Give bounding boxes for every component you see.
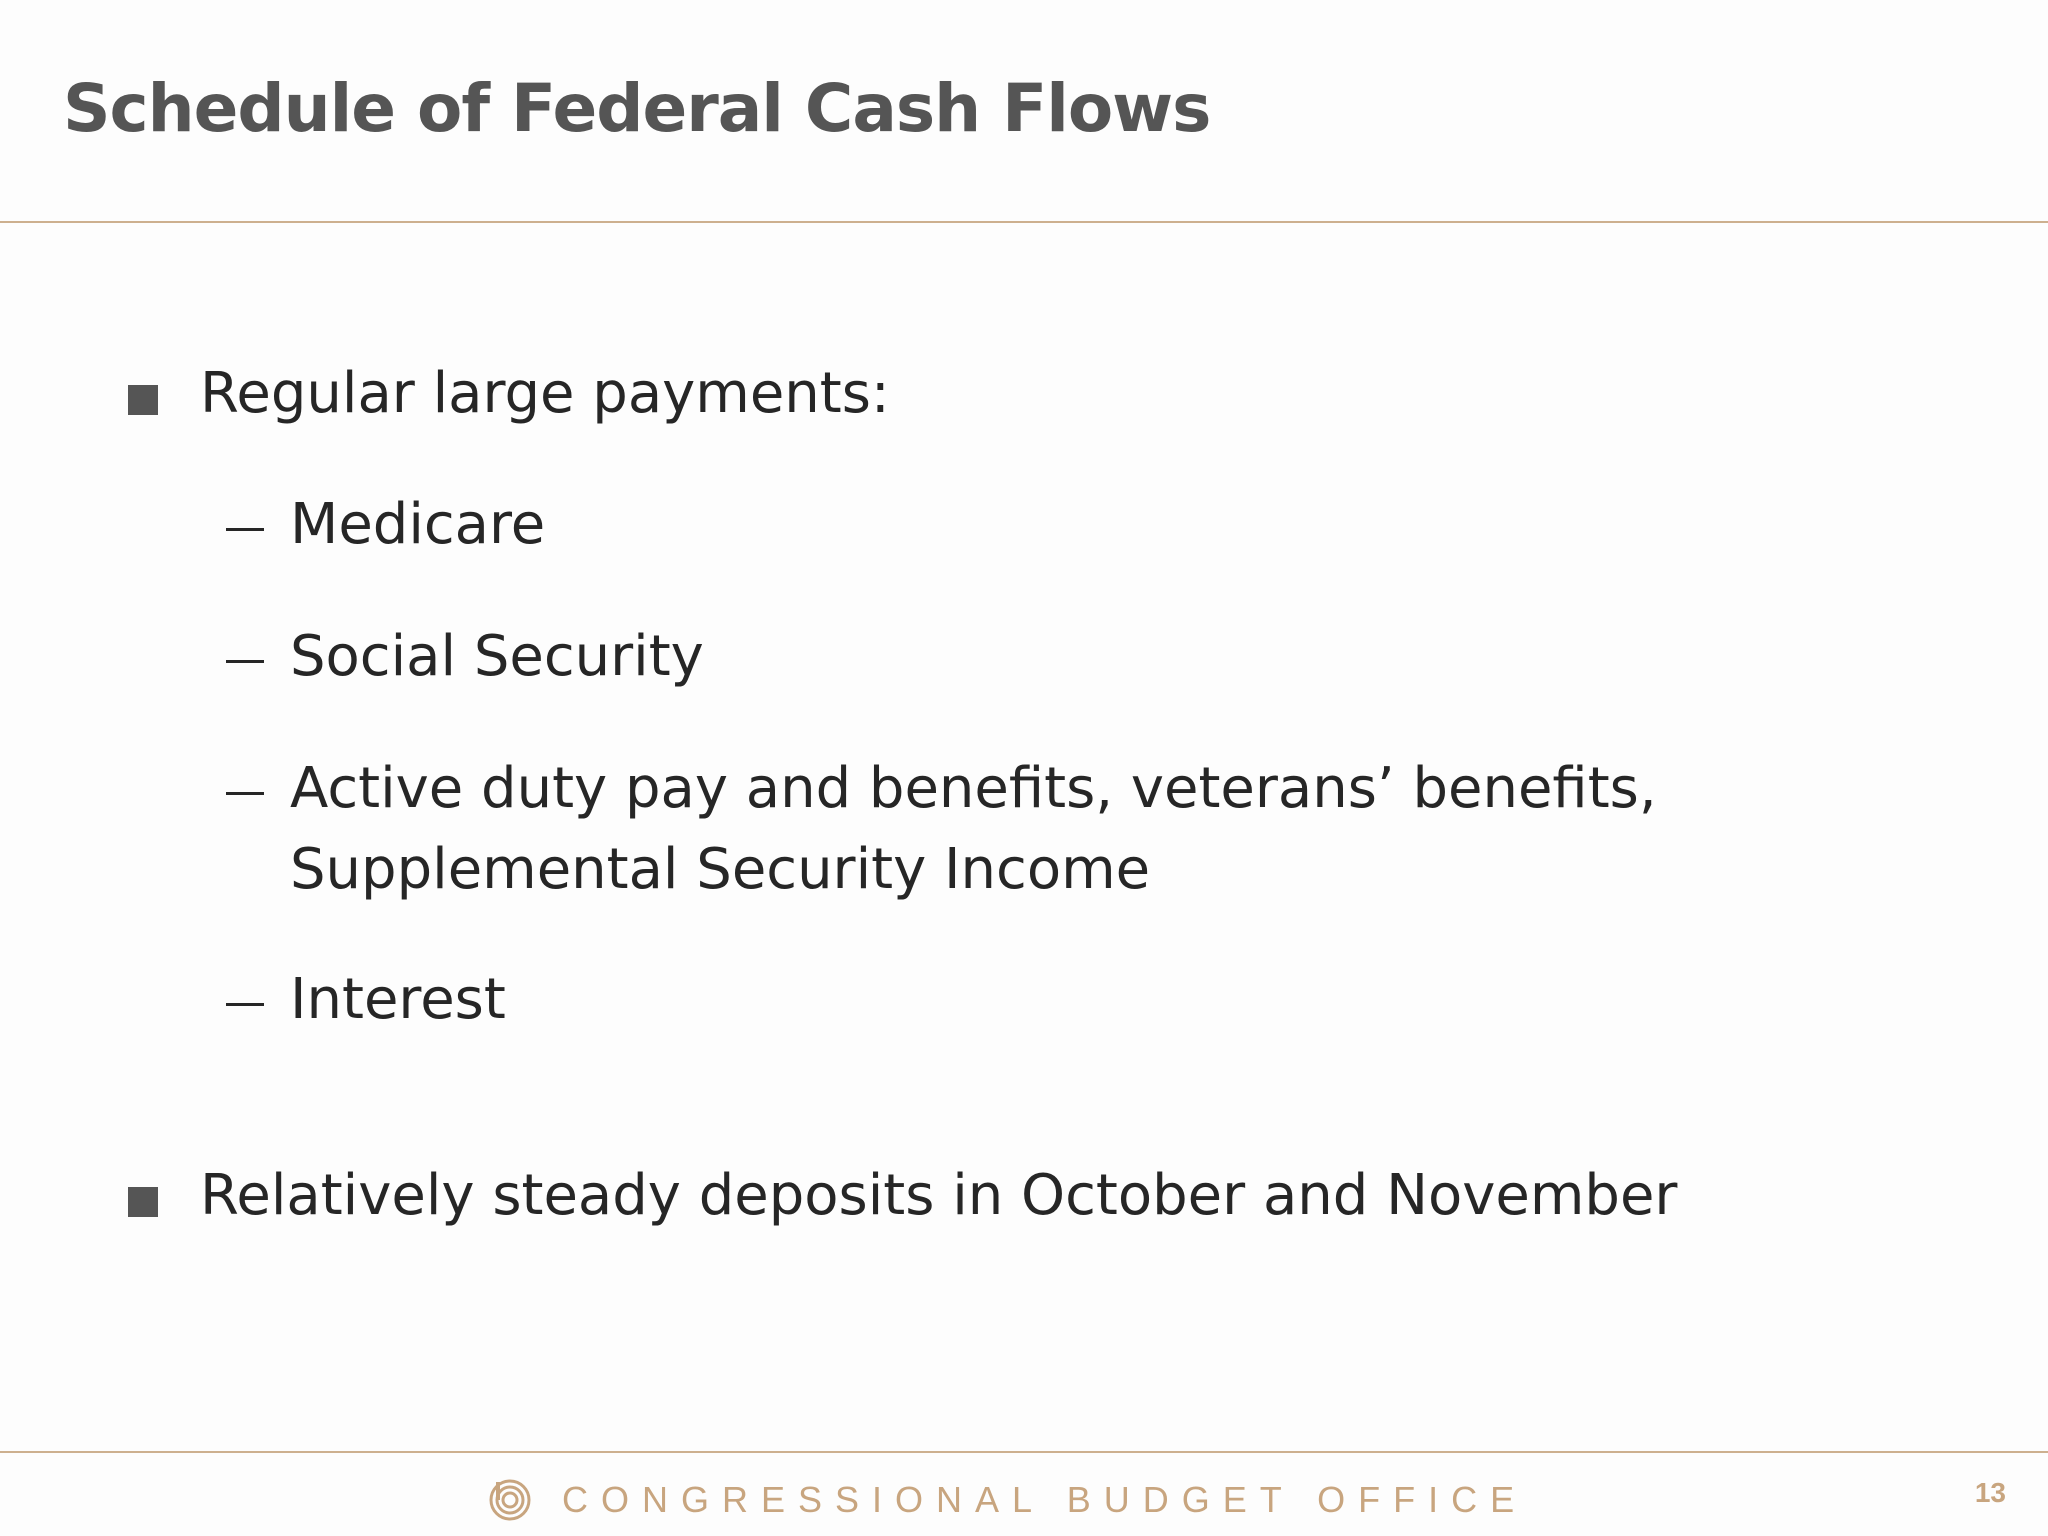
page-number: 13	[1974, 1477, 2006, 1508]
sub-item-medicare: Medicare	[290, 492, 546, 557]
bullet-2-text: Relatively steady deposits in October and November	[200, 1163, 1678, 1228]
dash-icon	[226, 1003, 264, 1006]
sub-item-interest: Interest	[290, 967, 506, 1032]
sub-item-active-duty-line-1: Active duty pay and benefits, veterans’ benefits,	[290, 756, 1657, 821]
cbo-logo-icon	[488, 1478, 532, 1522]
footer-organization-name: CONGRESSIONAL BUDGET OFFICE	[562, 1479, 1528, 1520]
footer-divider	[0, 1451, 2048, 1453]
title-divider	[0, 221, 2048, 223]
sub-item-social-security: Social Security	[290, 624, 704, 689]
dash-icon	[226, 792, 264, 795]
sub-item-active-duty-line-2: Supplemental Security Income	[290, 837, 1151, 902]
footer	[488, 1470, 1527, 1530]
dash-icon	[226, 528, 264, 531]
slide-title: Schedule of Federal Cash Flows	[63, 70, 1211, 147]
bullet-square-icon	[128, 1187, 158, 1217]
bullet-1-text: Regular large payments:	[200, 361, 890, 426]
bullet-square-icon	[128, 385, 158, 415]
dash-icon	[226, 660, 264, 663]
